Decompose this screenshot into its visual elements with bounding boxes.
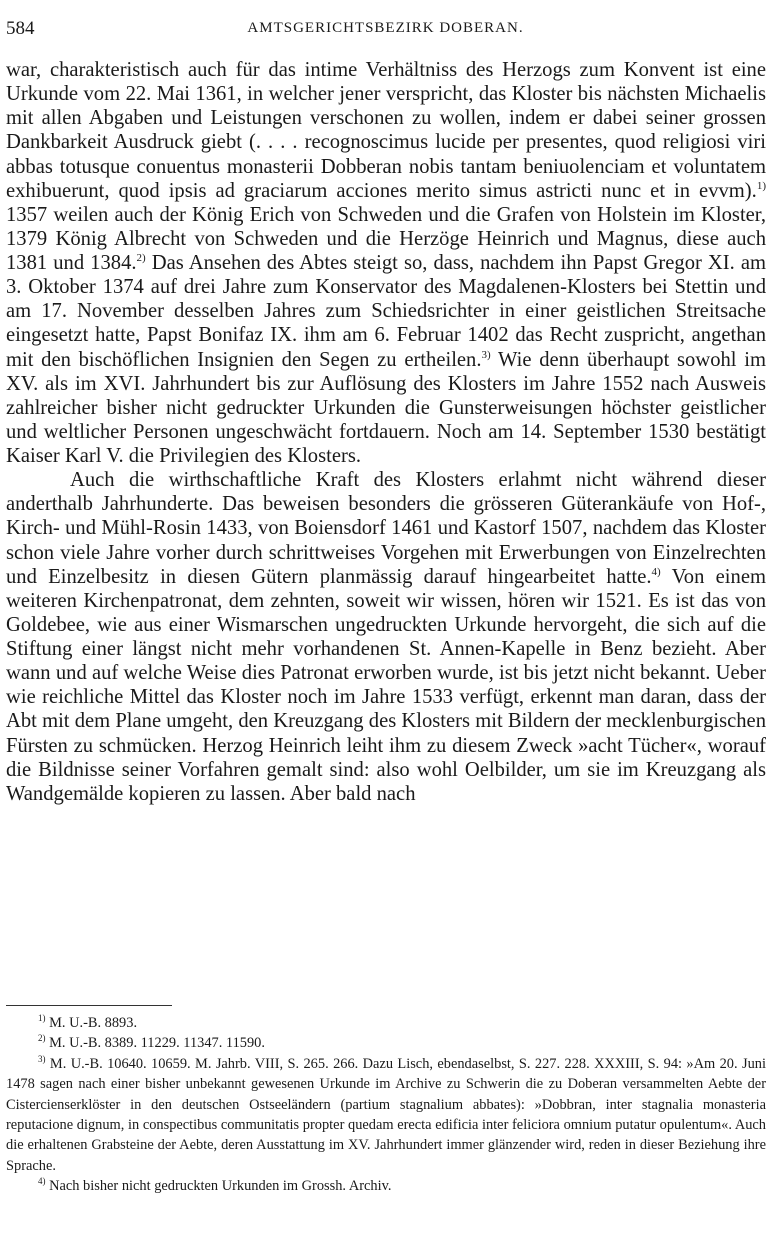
footnote-text: M. U.-B. 10640. 10659. M. Jahrb. VIII, S. 265. 266. Dazu Lisch, ebendaselbst, S. 227. 228. XXXIII, S. 94: »Am 20. Juni 1478 sagen nach einer bisher unbekannt gewesenen Urkunde im Archive zu Schwerin die zu Doberan versammelten Aebte der Cistercienserklöster in den deutschen Ostseeländern (partium stagnalium abbates): »Dobbran, inter stagnalia monasteria reputacione dignum, in conspectibus communitatis propter quedam erecta edificia inter feliciora omnium putatur opulentum«. Auch die erhaltenen Grabsteine der Aebte, deren Ausstattung im XV. Jahrhundert immer glänzender wird, reden in dieser Beziehung ihre Sprache.: [6, 1055, 766, 1174]
footnote-ref-4: 4): [651, 565, 661, 578]
footnote-mark: 4): [38, 1176, 46, 1187]
p1-text-2: 1357 weilen auch der König Erich von Schweden und die Grafen von Holstein im Kloster, 1379 König Albrecht von Schweden und die Herzöge Heinrich und Magnus, diese auch 1381 und 1384.: [6, 203, 766, 274]
footnote-4: [6, 1176, 766, 1196]
footnote-mark: 2): [38, 1033, 46, 1044]
footnote-mark: 1): [38, 1013, 46, 1023]
p1-text-1: war, charakteristisch auch für das intime Verhältniss des Herzogs zum Konvent ist eine Urkunde vom 22. Mai 1361, in welcher jener verspricht, das Kloster bis nächsten Michaelis mit allen Abgaben und Leistungen verschonen zu wollen, indem er dabei seiner grossen Dankbarkeit Ausdruck giebt (. . . . recognoscimus lucide per presentes, quod religiosi viri abbas totusque conuentus monasterii Dobberan nobis tantam beniuolenciam et voluntatem exhibuerunt, quod ipsis ad graciarum acciones merito simus astricti nunc et in evvm).: [6, 59, 766, 202]
footnote-text: M. U.-B. 8893.: [45, 1015, 138, 1031]
running-title: AMTSGERICHTSBEZIRK DOBERAN.: [247, 20, 524, 36]
footnote-2: [6, 1033, 766, 1053]
page-header: [6, 18, 765, 40]
footnote-ref-1: 1): [756, 179, 766, 192]
p2-text-1: Auch die wirthschaftliche Kraft des Klosters erlahmt nicht während dieser anderthalb Jahrhunderte. Das beweisen besonders die grösseren Güterankäufe von Hof-, Kirch- und Mühl-Rosin 1433, von Boiensdorf 1461 und Kastorf 1507, nachdem das Kloster schon viele Jahre vorher durch schrittweises Vorgehen mit Erwerbungen von Einzelrechten und Einzelbesitz in diesen Gütern planmässig darauf hingearbeitet hatte.: [6, 469, 766, 588]
body-text: [6, 58, 766, 806]
footnote-text: M. U.-B. 8389. 11229. 11347. 11590.: [45, 1035, 265, 1052]
footnote-3: [6, 1054, 766, 1176]
footnote-ref-2: 2): [136, 252, 146, 264]
p1-text-3: Das Ansehen des Abtes steigt so, dass, nachdem ihn Papst Gregor XI. am 3. Oktober 1374 auf drei Jahre zum Konservator des Magdalenen-Klosters bei Stettin und am 17. November desselben Jahres zum Schiedsrichter in einer geistlichen Streitsache eingesetzt hatte, Papst Bonifaz IX. ihm am 6. Februar 1402 das Recht zuspricht, angethan mit den bischöflichen Insignien den Segen zu ertheilen.: [6, 252, 767, 371]
footnote-divider: [6, 1005, 172, 1006]
p1-text-4: Wie denn überhaupt sowohl im XV. als im XVI. Jahrhundert bis zur Auflösung des Klosters im Jahre 1552 nach Ausweis zahlreicher bisher nicht gedruckter Urkunden die Gunsterweisungen höchster geistlicher und weltlicher Personen ungeschwächt fortdauern. Noch am 14. September 1530 bestätigt Kaiser Karl V. die Privilegien des Klosters.: [6, 348, 766, 467]
paragraph-1: [6, 58, 766, 468]
footnotes: [6, 1013, 766, 1197]
footnote-ref-3: 3): [481, 348, 491, 361]
p2-text-2: Von einem weiteren Kirchenpatronat, dem zehnten, soweit wir wissen, hören wir 1521. Es ist das von Goldebee, wie aus einer Wismarschen ungedruckten Urkunde hervorgeht, die sich auf die Stiftung einer längst nicht mehr vorhandenen St. Annen-Kapelle in Benz bezieht. Aber wann und auf welche Weise dies Patronat erworben wurde, ist bis jetzt nicht bekannt. Ueber wie reichliche Mittel das Kloster noch im Jahre 1533 verfügt, erkennt man daran, dass der Abt mit dem Plane umgeht, den Kreuzgang des Klosters mit Bildern der mecklenburgischen Fürsten zu schmücken. Herzog Heinrich leiht ihm zu diesem Zweck »acht Tücher«, worauf die Bildnisse seiner Vorfahren gemalt sind: also wohl Oelbilder, um sie im Kreuzgang als Wandgemälde kopieren zu lassen. Aber bald nach: [6, 565, 766, 805]
page-number: 584: [6, 18, 35, 39]
footnote-1: [6, 1013, 766, 1033]
footnote-mark: 3): [38, 1053, 46, 1064]
footnote-text: Nach bisher nicht gedruckten Urkunden im Grossh. Archiv.: [45, 1178, 392, 1195]
paragraph-2: [6, 468, 766, 806]
